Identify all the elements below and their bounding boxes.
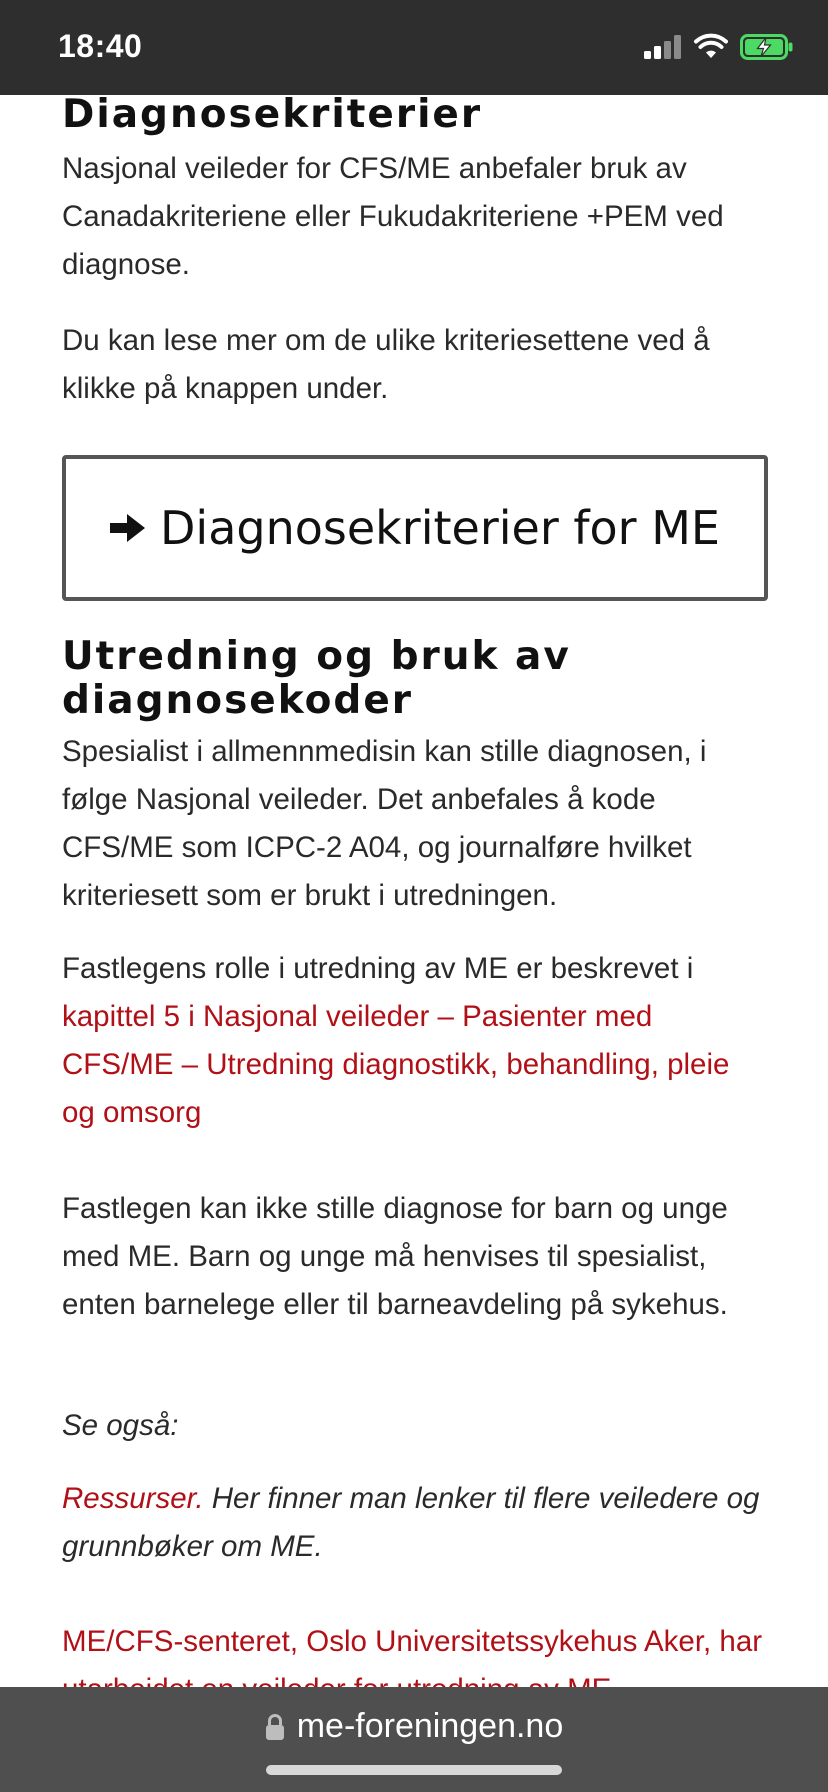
- assessment-paragraph-2-text: Fastlegens rolle i utredning av ME er beskrevet i: [62, 952, 694, 985]
- status-time: 18:40: [58, 28, 143, 64]
- nasjonal-veileder-link[interactable]: kapittel 5 i Nasjonal veileder – Pasienter med CFS/ME – Utredning diagnostikk, behandling, pleie og omsorg: [62, 1000, 730, 1129]
- ressurser-link[interactable]: Ressurser.: [62, 1482, 204, 1515]
- cellular-signal-icon: [644, 35, 682, 59]
- criteria-paragraph-1: Nasjonal veileder for CFS/ME anbefaler bruk av Canadakriteriene eller Fukudakriteriene +PEM ved diagnose.: [62, 152, 724, 281]
- page-content: [0, 92, 828, 1687]
- diagnosekriterier-button-label: Diagnosekriterier for ME: [160, 501, 720, 555]
- arrow-right-icon: [110, 513, 146, 543]
- wifi-icon: [694, 34, 728, 60]
- criteria-paragraph-2: Du kan lese mer om de ulike kriteriesettene ved å klikke på knappen under.: [62, 324, 710, 405]
- resources-description: Her finner man lenker til flere veiledere og grunnbøker om ME.: [62, 1482, 760, 1563]
- home-indicator[interactable]: [266, 1765, 562, 1775]
- heading-utredning-line-1: Utredning og bruk av: [62, 634, 571, 679]
- assessment-paragraph-3: Fastlegen kan ikke stille diagnose for barn og unge med ME. Barn og unge må henvises til spesialist, enten barnelege eller til barneavdeling på sykehus.: [62, 1192, 728, 1321]
- status-icons: [644, 34, 794, 60]
- assessment-paragraph-1: Spesialist i allmennmedisin kan stille diagnosen, i følge Nasjonal veileder. Det anbefales å kode CFS/ME som ICPC-2 A04, og journalføre hvilket kriteriesett som er brukt i utredningen.: [62, 735, 707, 912]
- browser-bottom-bar: [0, 1687, 828, 1792]
- battery-charging-icon: [740, 34, 794, 60]
- see-also-label: Se også:: [62, 1409, 179, 1442]
- heading-utredning: [62, 635, 772, 723]
- resources-paragraph: [62, 1475, 772, 1571]
- lock-icon: [265, 1713, 285, 1741]
- diagnosekriterier-button[interactable]: [62, 455, 768, 601]
- status-bar: [0, 0, 828, 95]
- assessment-paragraph-2: [62, 945, 767, 1137]
- address-bar[interactable]: [0, 1707, 828, 1746]
- heading-utredning-line-2: diagnosekoder: [62, 678, 414, 723]
- heading-diagnosekriterier: Diagnosekriterier: [62, 92, 483, 137]
- url-text: me-foreningen.no: [296, 1707, 564, 1745]
- me-cfs-senteret-link[interactable]: ME/CFS-senteret, Oslo Universitetssykehus Aker, har: [62, 1625, 763, 1658]
